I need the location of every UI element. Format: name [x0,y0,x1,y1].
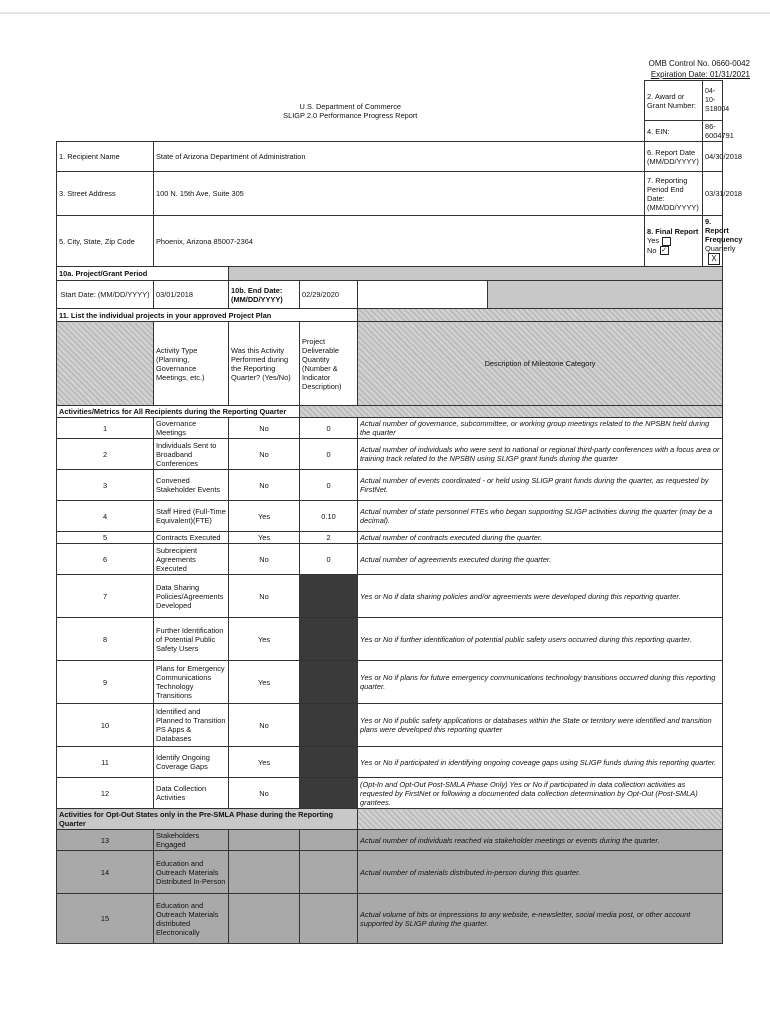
column-header-blank [57,322,154,406]
row-activity: Education and Outreach Materials distributed Electronically [154,894,229,944]
table-row [57,618,723,661]
frequency-label: 9. Report Frequency [705,217,743,244]
column-description: Description of Milestone Category [358,322,723,406]
row-number: 8 [57,618,154,661]
row-quantity: 0 [300,418,358,439]
table-row [57,894,723,944]
recipient-label: 1. Recipient Name [57,142,154,172]
row-activity: Data Sharing Policies/Agreements Developed [154,575,229,618]
frequency-checkbox[interactable]: X [708,253,720,265]
row-number: 11 [57,747,154,778]
row-number: 13 [57,830,154,851]
column-activity-type: Activity Type (Planning, Governance Meetings, etc.) [154,322,229,406]
city-value: Phoenix, Arizona 85007-2364 [154,216,645,267]
table-row [57,747,723,778]
report-date-label: 6. Report Date (MM/DD/YYYY) [645,142,703,172]
row-quantity-shaded [300,778,358,809]
row-activity: Contracts Executed [154,532,229,544]
table-row [57,532,723,544]
report-header [57,81,645,142]
row-description: Yes or No if further identification of potential public safety users occurred during this reporting quarter. [358,618,723,661]
end-value: 02/29/2020 [300,281,358,309]
row-performed: No [229,575,300,618]
table-row [57,661,723,704]
table-row [57,830,723,851]
row-performed: Yes [229,661,300,704]
table-row [57,418,723,439]
period-blank [358,281,488,309]
row-quantity: 0 [300,470,358,501]
row-performed: No [229,470,300,501]
row-performed-shaded [229,894,300,944]
metrics-rows [57,418,723,809]
row-number: 9 [57,661,154,704]
report-title: SLIGP 2.0 Performance Progress Report [283,110,418,120]
row-performed: Yes [229,747,300,778]
frequency-value: Quarterly [705,244,736,253]
omb-expiration: Expiration Date: 01/31/2021 [650,70,750,79]
row-description: Actual volume of hits or impressions to any website, e-newsletter, social media post, or other account supported by SLIGP during the quarter. [358,894,723,944]
period-shade-right [488,281,723,309]
ein-value: 86-6004791 [703,121,723,142]
row-quantity: 0 [300,544,358,575]
row-performed: Yes [229,501,300,532]
row-quantity-shaded [300,830,358,851]
row-number: 12 [57,778,154,809]
row-number: 2 [57,439,154,470]
row-activity: Stakeholders Engaged [154,830,229,851]
row-description: Yes or No if participated in identifying ongoing coveage gaps using SLIGP funds during this reporting quarter. [358,747,723,778]
recipient-value: State of Arizona Department of Administration [154,142,645,172]
frequency-cell [703,216,743,267]
table-row [57,575,723,618]
street-value: 100 N. 15th Ave, Suite 305 [154,172,645,216]
table-row [57,501,723,532]
omb-control: OMB Control No. 0660-0042 [648,59,750,68]
row-number: 14 [57,851,154,894]
row-description: Yes or No if data sharing policies and/or agreements were developed during this reporting quarter. [358,575,723,618]
row-description: Actual number of agreements executed during the quarter. [358,544,723,575]
final-yes-checkbox[interactable] [662,237,671,246]
project-list-shade [358,309,723,322]
row-activity: Staff Hired (Full-Time Equivalent)(FTE) [154,501,229,532]
final-report-label: 8. Final Report [647,226,699,236]
row-quantity-shaded [300,851,358,894]
row-activity: Subrecipient Agreements Executed [154,544,229,575]
table-row [57,778,723,809]
row-description: Actual number of state personnel FTEs who began supporting SLIGP activities during the quarter (may be a decimal). [358,501,723,532]
final-no-checkbox[interactable]: ✓ [661,247,667,255]
row-description: Actual number of contracts executed during the quarter. [358,532,723,544]
scan-top-edge [0,12,770,14]
row-performed: No [229,544,300,575]
row-number: 10 [57,704,154,747]
row-activity: Convened Stakeholder Events [154,470,229,501]
period-end-label: 7. Reporting Period End Date: (MM/DD/YYYY) [645,172,703,216]
row-activity: Governance Meetings [154,418,229,439]
table-row [57,439,723,470]
row-performed: No [229,418,300,439]
row-description: Actual number of events coordinated - or held using SLIGP grant funds during the quarter, as requested by FirstNet. [358,470,723,501]
dept-name: U.S. Department of Commerce [299,101,401,111]
row-performed: No [229,778,300,809]
row-number: 6 [57,544,154,575]
row-description: Actual number of materials distributed in-person during this quarter. [358,851,723,894]
row-description: Yes or No if plans for future emergency communications technology transitions occurred during this reporting quarter. [358,661,723,704]
period-shade [229,267,723,281]
row-activity: Data Collection Activities [154,778,229,809]
row-activity: Identify Ongoing Coverage Gaps [154,747,229,778]
section-opt-out: Activities for Opt-Out States only in the Pre-SMLA Phase during the Reporting Quarter [57,809,358,830]
table-row [57,851,723,894]
table-row [57,544,723,575]
row-quantity: 0 [300,439,358,470]
row-number: 4 [57,501,154,532]
row-performed: Yes [229,618,300,661]
project-list-label: 11. List the individual projects in your approved Project Plan [57,309,358,322]
performance-report-form [56,80,743,937]
street-label: 3. Street Address [57,172,154,216]
opt-out-rows [57,830,723,944]
row-activity: Further Identification of Potential Public Safety Users [154,618,229,661]
omb-info [649,58,750,80]
section-opt-out-shade [358,809,723,830]
final-no-label: No [647,245,657,255]
row-performed-shaded [229,851,300,894]
row-quantity-shaded [300,747,358,778]
section-all-shade [300,406,723,418]
period-end-value: 03/31/2018 [703,172,723,216]
final-yes-label: Yes [647,235,660,245]
period-label: 10a. Project/Grant Period [57,267,229,281]
form-table [56,80,743,944]
row-activity: Education and Outreach Materials Distributed In-Person [154,851,229,894]
table-row [57,704,723,747]
row-description: (Opt-In and Opt-Out Post-SMLA Phase Only) Yes or No if participated in data collection activities as requested by FirstNet or following a documented data collection determination by Opt-Out (Post-SMLA) grantees. [358,778,723,809]
row-quantity: 2 [300,532,358,544]
row-number: 15 [57,894,154,944]
start-label: Start Date: (MM/DD/YYYY) [57,281,154,309]
row-quantity-shaded [300,704,358,747]
row-number: 3 [57,470,154,501]
row-activity: Identified and Planned to Transition PS Apps & Databases [154,704,229,747]
award-value: 04-10-S18004 [703,81,723,121]
report-date-value: 04/30/2018 [703,142,723,172]
city-label: 5. City, State, Zip Code [57,216,154,267]
row-activity: Plans for Emergency Communications Technology Transitions [154,661,229,704]
row-quantity-shaded [300,661,358,704]
row-number: 1 [57,418,154,439]
row-performed: No [229,439,300,470]
start-value: 03/01/2018 [154,281,229,309]
row-performed: No [229,704,300,747]
table-row [57,470,723,501]
row-description: Actual number of individuals reached via stakeholder meetings or events during the quarter. [358,830,723,851]
row-quantity-shaded [300,894,358,944]
row-quantity-shaded [300,618,358,661]
end-label: 10b. End Date: (MM/DD/YYYY) [229,281,300,309]
row-description: Actual number of individuals who were sent to national or regional third-party conferences with a focus area or training track related to the NPSBN using SLIGP grant funds during the quarter [358,439,723,470]
row-description: Actual number of governance, subcommittee, or working group meetings related to the NPSBN held during the quarter [358,418,723,439]
column-performed: Was this Activity Performed during the Reporting Quarter? (Yes/No) [229,322,300,406]
final-report-cell [645,216,703,267]
column-deliverable: Project Deliverable Quantity (Number & Indicator Description) [300,322,358,406]
row-quantity: 0.10 [300,501,358,532]
row-number: 5 [57,532,154,544]
ein-label: 4. EIN: [645,121,703,142]
row-number: 7 [57,575,154,618]
row-activity: Individuals Sent to Broadband Conferences [154,439,229,470]
row-quantity-shaded [300,575,358,618]
row-performed: Yes [229,532,300,544]
award-label: 2. Award or Grant Number: [645,81,703,121]
section-all-recipients: Activities/Metrics for All Recipients during the Reporting Quarter [57,406,300,418]
row-description: Yes or No if public safety applications or databases within the State or territory were identified and transition plans were developed this reporting quarter [358,704,723,747]
row-performed-shaded [229,830,300,851]
